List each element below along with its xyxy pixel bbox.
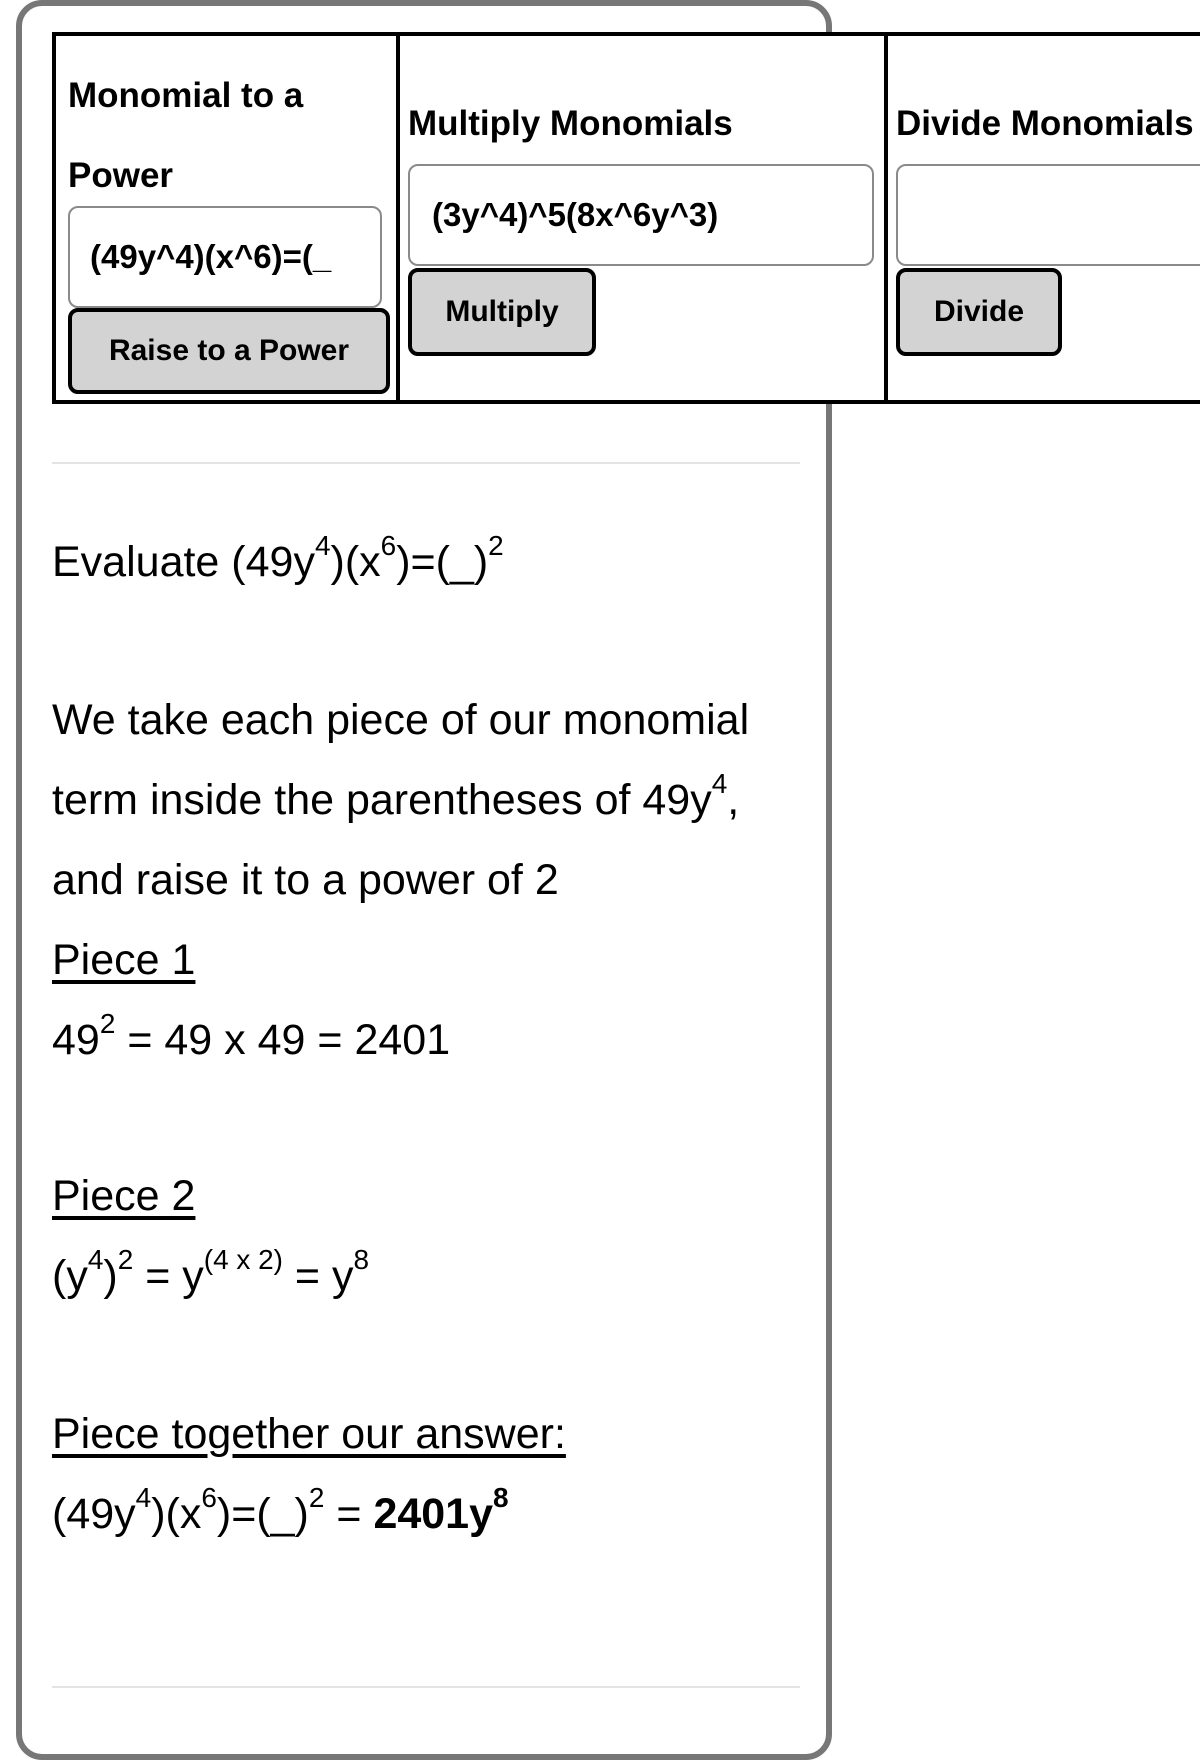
answer-block [52,1394,812,1554]
divide-input[interactable] [896,164,1200,266]
multiply-button[interactable]: Multiply [408,268,596,356]
piece2-block [52,1156,812,1316]
evaluate-line: Evaluate $(49y^4)(x^6)=(\_)^2$ [52,530,504,586]
raise-to-power-button[interactable]: Raise to a Power [68,308,390,394]
power-input[interactable]: (49y^4)(x^6)=(_ [68,206,382,308]
divide-button[interactable]: Divide [896,268,1062,356]
explanation-paragraph: We take each piece of our monomial term inside the parentheses of $49y^4$, and raise it to a power of 2 Piece 1 $49^2 = 49$ x 49 = 2401 [52,680,812,1080]
multiply-tool-title: Multiply Monomials [408,104,733,143]
piece1-equation: $49^2 = 49$ x 49 = 2401 [52,1008,451,1064]
multiply-tool-cell [398,34,886,402]
final-answer: $(49y^4)(x^6)=(\_)^2 = 2401y^8$ [52,1482,509,1538]
piece-together-heading: Piece together our answer: [52,1410,566,1458]
divide-tool-title: Divide Monomials [896,104,1194,143]
multiply-input[interactable]: (3y^4)^5(8x^6y^3) [408,164,874,266]
divide-tool-cell [886,34,1200,402]
power-tool-cell [54,34,398,402]
monomial-tools-table [52,32,1200,404]
piece1-heading: Piece 1 [52,936,196,984]
power-tool-title: Monomial to a Power [68,76,304,195]
answer-value: $2401y^8$ [373,1482,509,1538]
piece2-heading: Piece 2 [52,1172,196,1220]
piece2-equation: $(y^4)^2 = y^{(4 x 2)} = y^8$ [52,1244,370,1300]
bottom-divider [52,1686,800,1688]
divider [52,462,800,464]
